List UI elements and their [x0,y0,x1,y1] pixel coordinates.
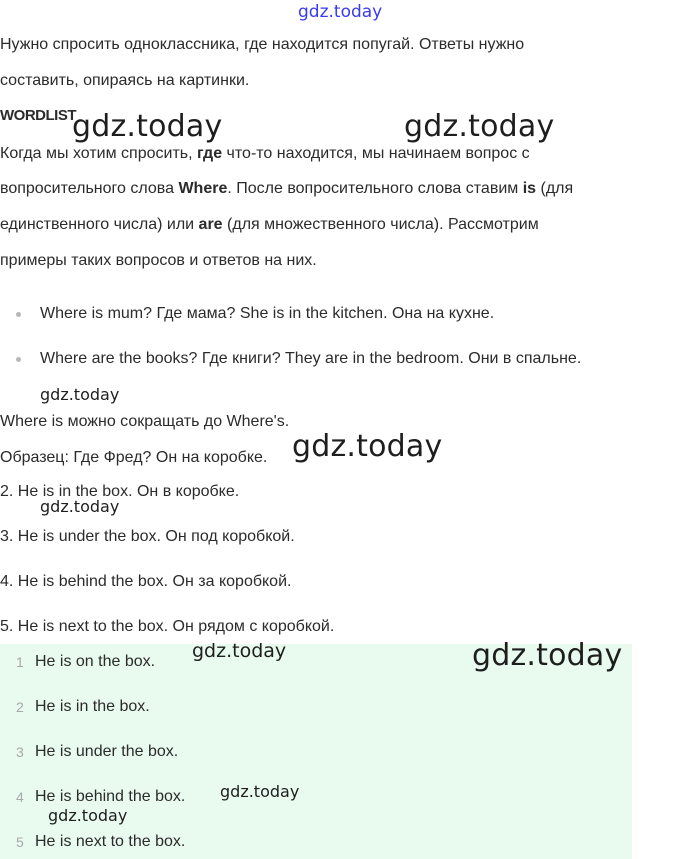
answer-number: 4 [16,789,24,805]
bullet-dot [16,312,21,317]
translation-line: 5. He is next to the box. Он рядом с коробкой. [0,618,335,635]
watermark-top: gdz.today [298,2,383,22]
answer-text: He is in the box. [35,698,150,715]
answer-number: 1 [16,654,24,670]
watermark: gdz.today [192,640,287,662]
example-item: Where are the books? Где книги? They are in the bedroom. Они в спальне. [40,350,582,367]
watermark: gdz.today [40,497,120,516]
watermark: gdz.today [40,385,120,404]
watermark: gdz.today [292,429,443,464]
example-item: Where is mum? Где мама? She is in the kitchen. Она на кухне. [40,305,495,322]
answer-text: He is behind the box. [35,788,186,805]
intro-line-2: составить, опираясь на картинки. [0,72,250,89]
translation-line: 4. He is behind the box. Он за коробкой. [0,573,292,590]
explanation-line-1: Когда мы хотим спросить, где что-то находится, мы начинаем вопрос с [0,145,530,162]
explanation-line-3: единственного числа) или are (для множественного числа). Рассмотрим [0,216,539,233]
watermark: gdz.today [72,109,223,144]
answer-text: He is next to the box. [35,833,186,850]
wordlist-heading: WORDLIST [0,107,76,124]
sample-text: Образец: Где Фред? Он на коробке. [0,449,268,466]
intro-line-1: Нужно спросить одноклассника, где находится попугай. Ответы нужно [0,36,525,53]
answer-text: He is under the box. [35,743,179,760]
answer-number: 3 [16,744,24,760]
translation-line: 2. He is in the box. Он в коробке. [0,483,240,500]
answer-number: 5 [16,834,24,850]
shortening-note: Where is можно сокращать до Where's. [0,413,290,430]
bullet-dot [16,357,21,362]
watermark: gdz.today [404,109,555,144]
translation-line: 3. He is under the box. Он под коробкой. [0,528,295,545]
explanation-line-4: примеры таких вопросов и ответов на них. [0,252,317,269]
answer-text: He is on the box. [35,653,156,670]
watermark: gdz.today [220,782,300,801]
answer-number: 2 [16,699,24,715]
watermark: gdz.today [48,806,128,825]
explanation-line-2: вопросительного слова Where. После вопросительного слова ставим is (для [0,180,574,197]
watermark: gdz.today [472,638,623,673]
